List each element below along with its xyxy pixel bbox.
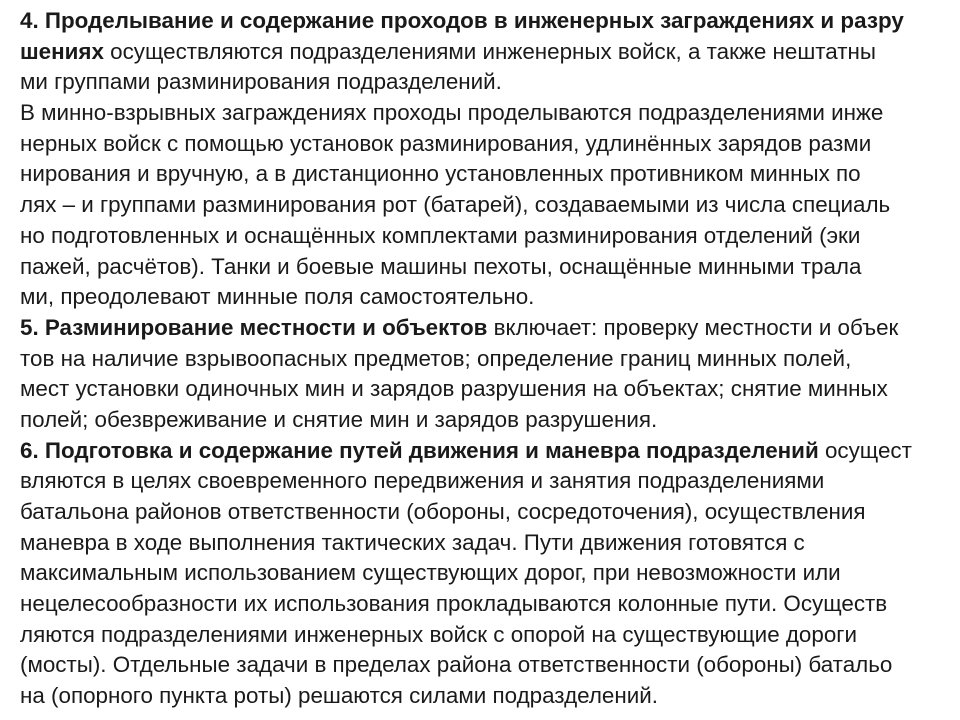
text-line [20,681,948,712]
text-run: (мосты). Отдельные задачи в пределах района ответственности (обороны) батальо [20,652,893,678]
text-run: маневра в ходе выполнения тактических задач. Пути движения готовятся с [20,529,805,555]
text-line [20,282,948,313]
section-4-heading-end: шениях [20,38,104,64]
text-line [20,6,948,37]
text-line [20,313,948,344]
text-line [20,405,948,436]
text-line [20,650,948,681]
text-line [20,37,948,68]
text-line [20,374,948,405]
text-run: нерных войск с помощью установок разминирования, удлинённых зарядов разми [20,130,872,156]
text-line [20,620,948,651]
text-run: вляются в целях своевременного передвижения и занятия подразделениями [20,468,825,494]
text-line [20,466,948,497]
text-line [20,497,948,528]
text-run: полей; обезвреживание и снятие мин и зарядов разрушения. [20,406,658,432]
text-run: но подготовленных и оснащённых комплектами разминирования отделений (эки [20,222,861,248]
text-line [20,221,948,252]
text-line [20,159,948,190]
text-run: лях – и группами разминирования рот (батарей), создаваемыми из числа специаль [20,192,891,218]
text-line [20,528,948,559]
text-run: нирования и вручную, а в дистанционно установленных противником минных по [20,161,861,187]
text-run: мест установки одиночных мин и зарядов разрушения на объектах; снятие минных [20,376,888,402]
text-line [20,589,948,620]
text-run: батальона районов ответственности (обороны, сосредоточения), осуществления [20,499,866,524]
text-run: пажей, расчётов). Танки и боевые машины пехоты, оснащённые минными трала [20,253,862,279]
text-run: ми группами разминирования подразделений. [20,69,502,95]
slide-body [20,6,948,712]
text-run: осуществляются подразделениями инженерных войск, а также нештатны [103,38,876,64]
text-line [20,252,948,283]
text-run: на (опорного пункта роты) решаются силами подразделений. [20,683,658,709]
section-4-heading: 4. Проделывание и содержание проходов в инженерных заграждениях и разру [20,8,904,33]
text-run: нецелесообразности их использования прокладываются колонные пути. Осуществ [20,591,888,617]
text-line [20,344,948,375]
text-line [20,67,948,98]
text-line [20,436,948,467]
text-run: ляются подразделениями инженерных войск с опорой на существующие дороги [20,621,857,647]
section-6-heading: 6. Подготовка и содержание путей движения и маневра подразделений [20,437,819,463]
text-run: осущест [818,437,912,463]
text-run: включает: проверку местности и объек [487,314,899,340]
text-run: тов на наличие взрывоопасных предметов; определение границ минных полей, [20,345,852,371]
section-5-heading: 5. Разминирование местности и объектов [20,314,488,340]
text-run: максимальным использованием существующих дорог, при невозможности или [20,560,841,586]
text-line [20,129,948,160]
text-line [20,190,948,221]
text-run: ми, преодолевают минные поля самостоятельно. [20,284,535,310]
text-line [20,558,948,589]
text-line [20,98,948,129]
text-run: В минно-взрывных заграждениях проходы проделываются подразделениями инже [20,100,884,126]
